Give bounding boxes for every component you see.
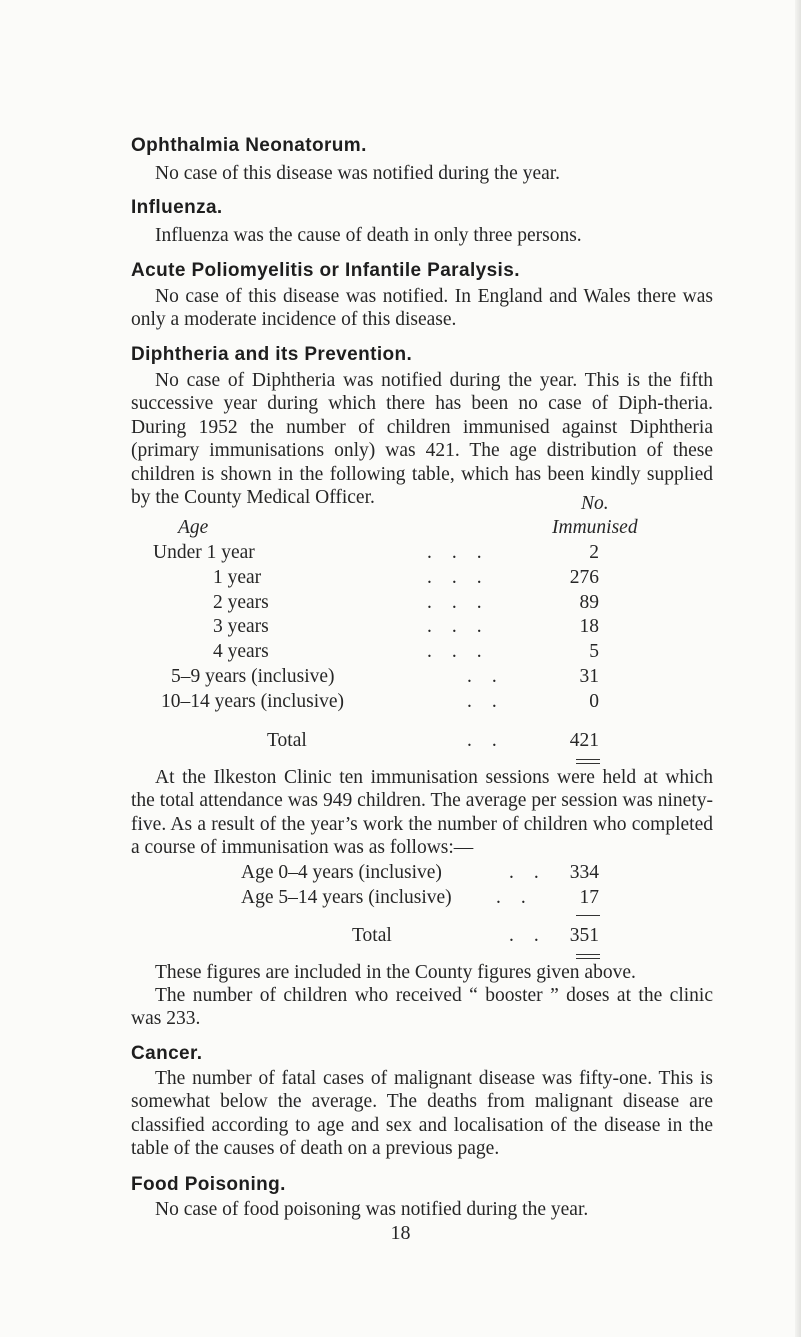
text-clinic: At the Ilkeston Clinic ten immunisation sessions were held at which the total attendance was 949 children. The average per session was ninety-five. As a result of the year’s work the number of children who completed a course of immunisation was as follows:—: [131, 767, 713, 859]
age-value: 276: [569, 567, 599, 588]
age-value: 18: [579, 616, 599, 637]
page-edge-shadow: [795, 0, 801, 1337]
heading-influenza: Influenza.: [131, 197, 223, 218]
course-value: 334: [569, 862, 599, 883]
course-table-total-label: Total: [352, 925, 392, 946]
heading-cancer: Cancer.: [131, 1043, 203, 1064]
leader-dots: ...: [427, 616, 502, 637]
text-influenza: Influenza was the cause of death in only three persons.: [155, 225, 582, 246]
text-food-poisoning: No case of food poisoning was notified during the year.: [155, 1199, 589, 1220]
leader-dots: ..: [467, 666, 517, 687]
table-header-age: Age: [178, 517, 209, 538]
age-value: 5: [589, 641, 599, 662]
double-rule-top: [576, 759, 600, 760]
text-cancer: The number of fatal cases of malignant disease was fifty-one. This is somewhat below the average. The deaths from malignant disease are classified according to age and sex and localisation of the disease in the table of the causes of death on a previous page.: [131, 1068, 713, 1160]
double-rule-bottom: [576, 958, 600, 959]
text-poliomyelitis: No case of this disease was notified. In England and Wales there was only a moderate incidence of this disease.: [131, 286, 713, 331]
age-value: 89: [579, 592, 599, 613]
course-table-total-value: 351: [569, 925, 599, 946]
leader-dots: ...: [427, 592, 502, 613]
course-age-label: Age 5–14 years (inclusive): [241, 887, 452, 908]
age-label: 1 year: [213, 567, 262, 588]
age-label: 5–9 years (inclusive): [171, 666, 335, 687]
leader-dots: ...: [427, 567, 502, 588]
age-value: 31: [579, 666, 599, 687]
table-header-immunised: Immunised: [552, 517, 638, 538]
heading-food-poisoning: Food Poisoning.: [131, 1174, 286, 1195]
age-value: 2: [589, 542, 599, 563]
sum-rule: [576, 915, 600, 916]
double-rule-bottom: [576, 763, 600, 764]
course-value: 17: [579, 887, 599, 908]
leader-dots: ..: [496, 887, 546, 908]
age-value: 0: [589, 691, 599, 712]
text-diphtheria: No case of Diphtheria was notified during the year. This is the fifth successive year during which there has been no case of Diph-theria. During 1952 the number of children immunised against Diphtheria (primary immunisations only) was 421. The age distribution of these children is shown in the following table, which has been kindly supplied by the County Medical Officer.: [131, 370, 713, 509]
leader-dots: ..: [509, 925, 559, 946]
age-label: 2 years: [213, 592, 269, 613]
heading-ophthalmia: Ophthalmia Neonatorum.: [131, 135, 367, 156]
age-label: 10–14 years (inclusive): [161, 691, 345, 712]
course-age-label: Age 0–4 years (inclusive): [241, 862, 442, 883]
age-table-total-label: Total: [267, 730, 307, 751]
leader-dots: ...: [427, 641, 502, 662]
leader-dots: ..: [509, 862, 559, 883]
table-header-no: No.: [581, 493, 609, 514]
double-rule-top: [576, 954, 600, 955]
text-figures-note-1: These figures are included in the County figures given above.: [155, 962, 636, 983]
text-ophthalmia: No case of this disease was notified during the year.: [155, 163, 561, 184]
age-label: 4 years: [213, 641, 269, 662]
text-figures-note-2: The number of children who received “ booster ” doses at the clinic was 233.: [131, 985, 713, 1030]
heading-diphtheria: Diphtheria and its Prevention.: [131, 344, 413, 365]
leader-dots: ..: [467, 730, 517, 751]
page-number: 18: [390, 1222, 411, 1244]
leader-dots: ...: [427, 542, 502, 563]
leader-dots: ..: [467, 691, 517, 712]
age-label: 3 years: [213, 616, 269, 637]
age-table-total-value: 421: [569, 730, 599, 751]
age-label: Under 1 year: [153, 542, 255, 563]
heading-poliomyelitis: Acute Poliomyelitis or Infantile Paralysis.: [131, 260, 520, 281]
